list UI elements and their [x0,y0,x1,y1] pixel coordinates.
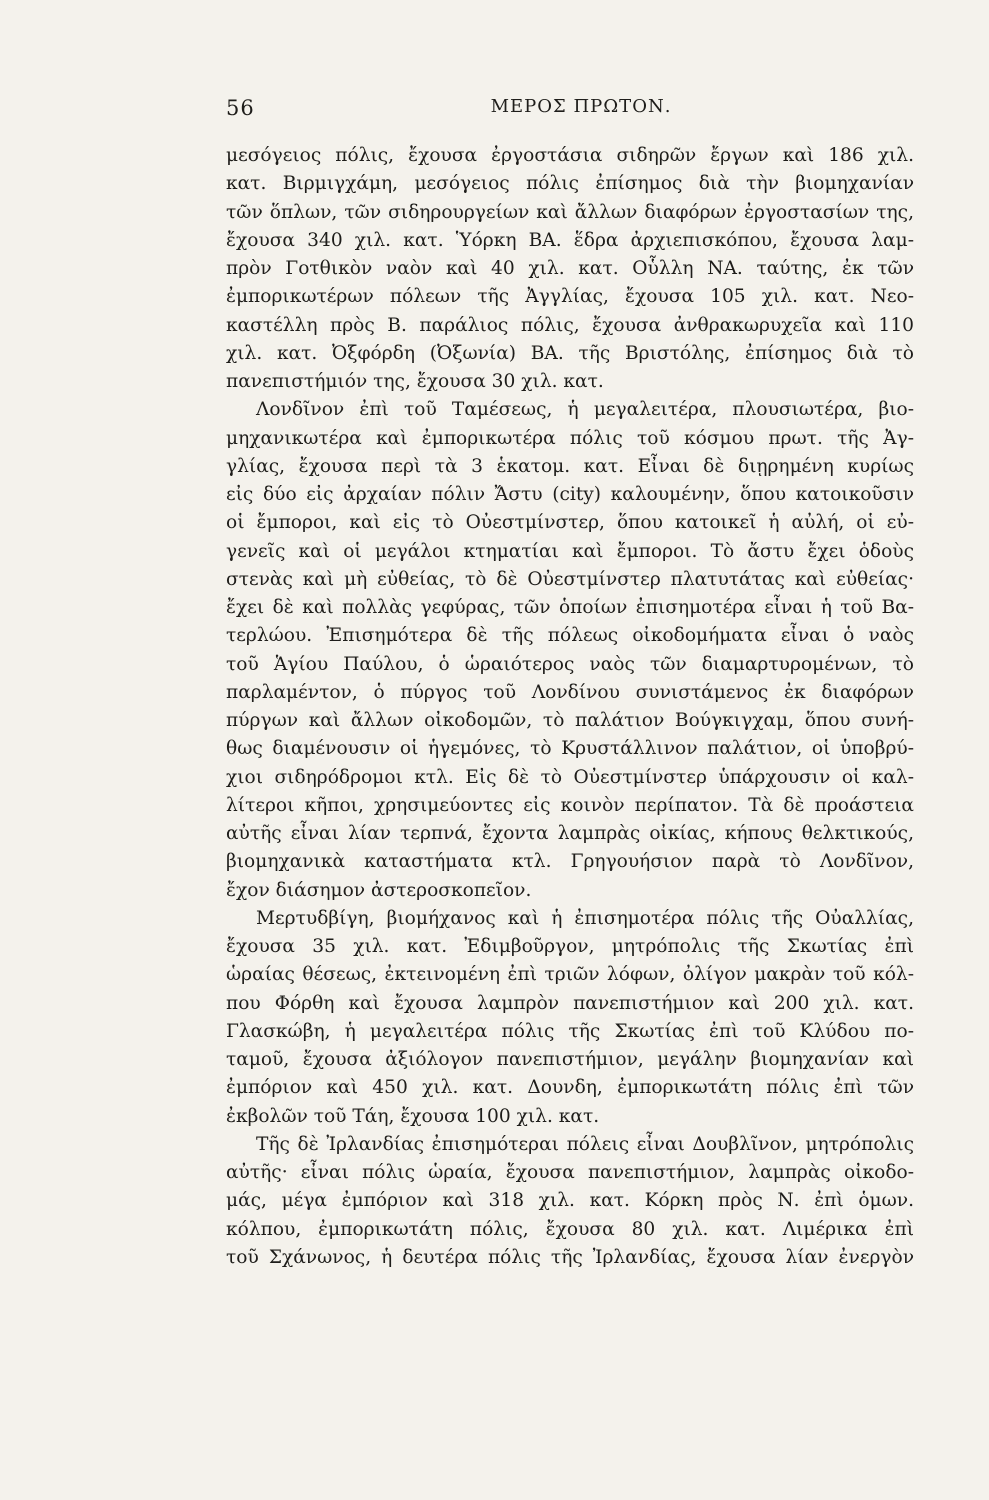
text-line: κόλπου, ἐμπορικωτάτη πόλις, ἔχουσα 80 χιλ. κατ. Λιμέρικα ἐπὶ [226,1218,914,1240]
text-line: Μερτυδβίγη, βιομήχανος καὶ ἡ ἐπισημοτέρα πόλις τῆς Οὐαλλίας, [256,907,914,929]
text-line: ἔχουσα 35 χιλ. κατ. Ἐδιμβοῦργον, μητρόπολις τῆς Σκωτίας ἐπὶ [226,936,914,957]
text-line: στενὰς καὶ μὴ εὐθείας, τὸ δὲ Οὐεστμίνστερ πλατυτάτας καὶ εὐθείας· [226,568,914,590]
text-line: ταμοῦ, ἔχουσα ἀξιόλογον πανεπιστήμιον, μεγάλην βιομηχανίαν καὶ [226,1049,914,1070]
text-line: θως διαμένουσιν οἱ ἡγεμόνες, τὸ Κρυστάλλινον παλάτιον, οἱ ὑποβρύ- [226,738,914,760]
text-line: ἐμπόριον καὶ 450 χιλ. κατ. Δουνδη, ἐμπορικωτάτη πόλις ἐπὶ τῶν [226,1077,914,1099]
text-line: οἱ ἔμποροι, καὶ εἰς τὸ Οὐεστμίνστερ, ὅπου κατοικεῖ ἡ αὐλή, οἱ εὐ- [226,512,914,534]
text-line: πύργων καὶ ἄλλων οἰκοδομῶν, τὸ παλάτιον Βούγκιγχαμ, ὅπου συνή- [226,710,914,731]
text-line: ἐμπορικωτέρων πόλεων τῆς Ἀγγλίας, ἔχουσα 105 χιλ. κατ. Νεο- [226,286,914,308]
page-number: 56 [226,96,255,120]
text-line: μηχανικωτέρα καὶ ἐμπορικωτέρα πόλις τοῦ κόσμου πρωτ. τῆς Ἀγ- [226,427,914,449]
page-header [226,96,916,126]
body-text [226,142,914,1272]
text-line: παρλαμέντον, ὁ πύργος τοῦ Λονδίνου συνιστάμενος ἐκ διαφόρων [226,681,914,703]
text-line: βιομηχανικὰ καταστήματα κτλ. Γρηγουήσιον παρὰ τὸ Λονδῖνον, [226,851,914,873]
text-line: κατ. Βιρμιγχάμη, μεσόγειος πόλις ἐπίσημος διὰ τὴν βιομηχανίαν [226,173,914,195]
text-line: ὡραίας θέσεως, ἐκτεινομένη ἐπὶ τριῶν λόφων, ὀλίγον μακρὰν τοῦ κόλ- [226,964,914,986]
text-line: χιοι σιδηρόδρομοι κτλ. Εἰς δὲ τὸ Οὐεστμίνστερ ὑπάρχουσιν οἱ καλ- [226,766,914,788]
text-line: αὐτῆς· εἶναι πόλις ὡραία, ἔχουσα πανεπιστήμιον, λαμπρὰς οἰκοδο- [226,1162,914,1183]
text-line: τοῦ Ἁγίου Παύλου, ὁ ὡραιότερος ναὸς τῶν διαμαρτυρομένων, τὸ [226,653,914,675]
text-line: γενεῖς καὶ οἱ μεγάλοι κτηματίαι καὶ ἔμποροι. Τὸ ἄστυ ἔχει ὁδοὺς [226,540,914,562]
text-line: Γλασκώβη, ἡ μεγαλειτέρα πόλις τῆς Σκωτίας ἐπὶ τοῦ Κλύδου πο- [226,1020,914,1042]
running-title: ΜΕΡΟΣ ΠΡΩΤΟΝ. [490,96,672,117]
text-line: ἔχουσα 340 χιλ. κατ. Ὑόρκη ΒΑ. ἕδρα ἀρχιεπισκόπου, ἔχουσα λαμ- [226,229,914,251]
text-line: μάς, μέγα ἐμπόριον καὶ 318 χιλ. κατ. Κόρκη πρὸς Ν. ἐπὶ ὁμων. [226,1190,914,1212]
text-line: ἔχει δὲ καὶ πολλὰς γεφύρας, τῶν ὁποίων ἐπισημοτέρα εἶναι ἡ τοῦ Βα- [226,597,914,618]
text-line: τοῦ Σχάνωνος, ἡ δευτέρα πόλις τῆς Ἰρλανδίας, ἔχουσα λίαν ἐνεργὸν [226,1246,914,1268]
text-line: γλίας, ἔχουσα περὶ τὰ 3 ἑκατομ. κατ. Εἶναι δὲ διῃρημένη κυρίως [226,455,914,477]
text-line: ἔχον διάσημον ἀστεροσκοπεῖον. [226,879,532,901]
text-line: πρὸν Γοτθικὸν ναὸν καὶ 40 χιλ. κατ. Οὗλλη ΝΑ. ταύτης, ἐκ τῶν [226,258,914,279]
text-line: τῶν ὅπλων, τῶν σιδηρουργείων καὶ ἄλλων διαφόρων ἐργοστασίων της, [226,201,914,223]
text-line: Λονδῖνον ἐπὶ τοῦ Ταμέσεως, ἡ μεγαλειτέρα, πλουσιωτέρα, βιο- [256,399,914,421]
text-line: αὐτῆς εἶναι λίαν τερπνά, ἔχοντα λαμπρὰς οἰκίας, κήπους θελκτικούς, [226,823,914,844]
text-line: πανεπιστήμιόν της, ἔχουσα 30 χιλ. κατ. [226,371,604,392]
text-line: χιλ. κατ. Ὀξφόρδη (Ὀξωνία) ΒΑ. τῆς Βριστόλης, ἐπίσημος διὰ τὸ [226,342,914,364]
text-line: Τῆς δὲ Ἰρλανδίας ἐπισημότεραι πόλεις εἶναι Δουβλῖνον, μητρόπολις [256,1133,914,1155]
text-line: τερλώου. Ἐπισημότερα δὲ τῆς πόλεως οἰκοδομήματα εἶναι ὁ ναὸς [226,625,914,647]
text-line: λίτεροι κῆποι, χρησιμεύοντες εἰς κοινὸν περίπατον. Τὰ δὲ προάστεια [226,794,914,816]
text-line: που Φόρθη καὶ ἔχουσα λαμπρὸν πανεπιστήμιον καὶ 200 χιλ. κατ. [226,992,914,1014]
text-line: μεσόγειος πόλις, ἔχουσα ἐργοστάσια σιδηρῶν ἔργων καὶ 186 χιλ. [226,145,914,166]
text-line: εἰς δύο εἰς ἀρχαίαν πόλιν Ἄστυ (city) καλουμένην, ὅπου κατοικοῦσιν [226,484,914,505]
text-line: ἐκβολῶν τοῦ Τάη, ἔχουσα 100 χιλ. κατ. [226,1105,600,1127]
text-line: καστέλλη πρὸς Β. παράλιος πόλις, ἔχουσα ἀνθρακωρυχεῖα καὶ 110 [226,314,914,336]
